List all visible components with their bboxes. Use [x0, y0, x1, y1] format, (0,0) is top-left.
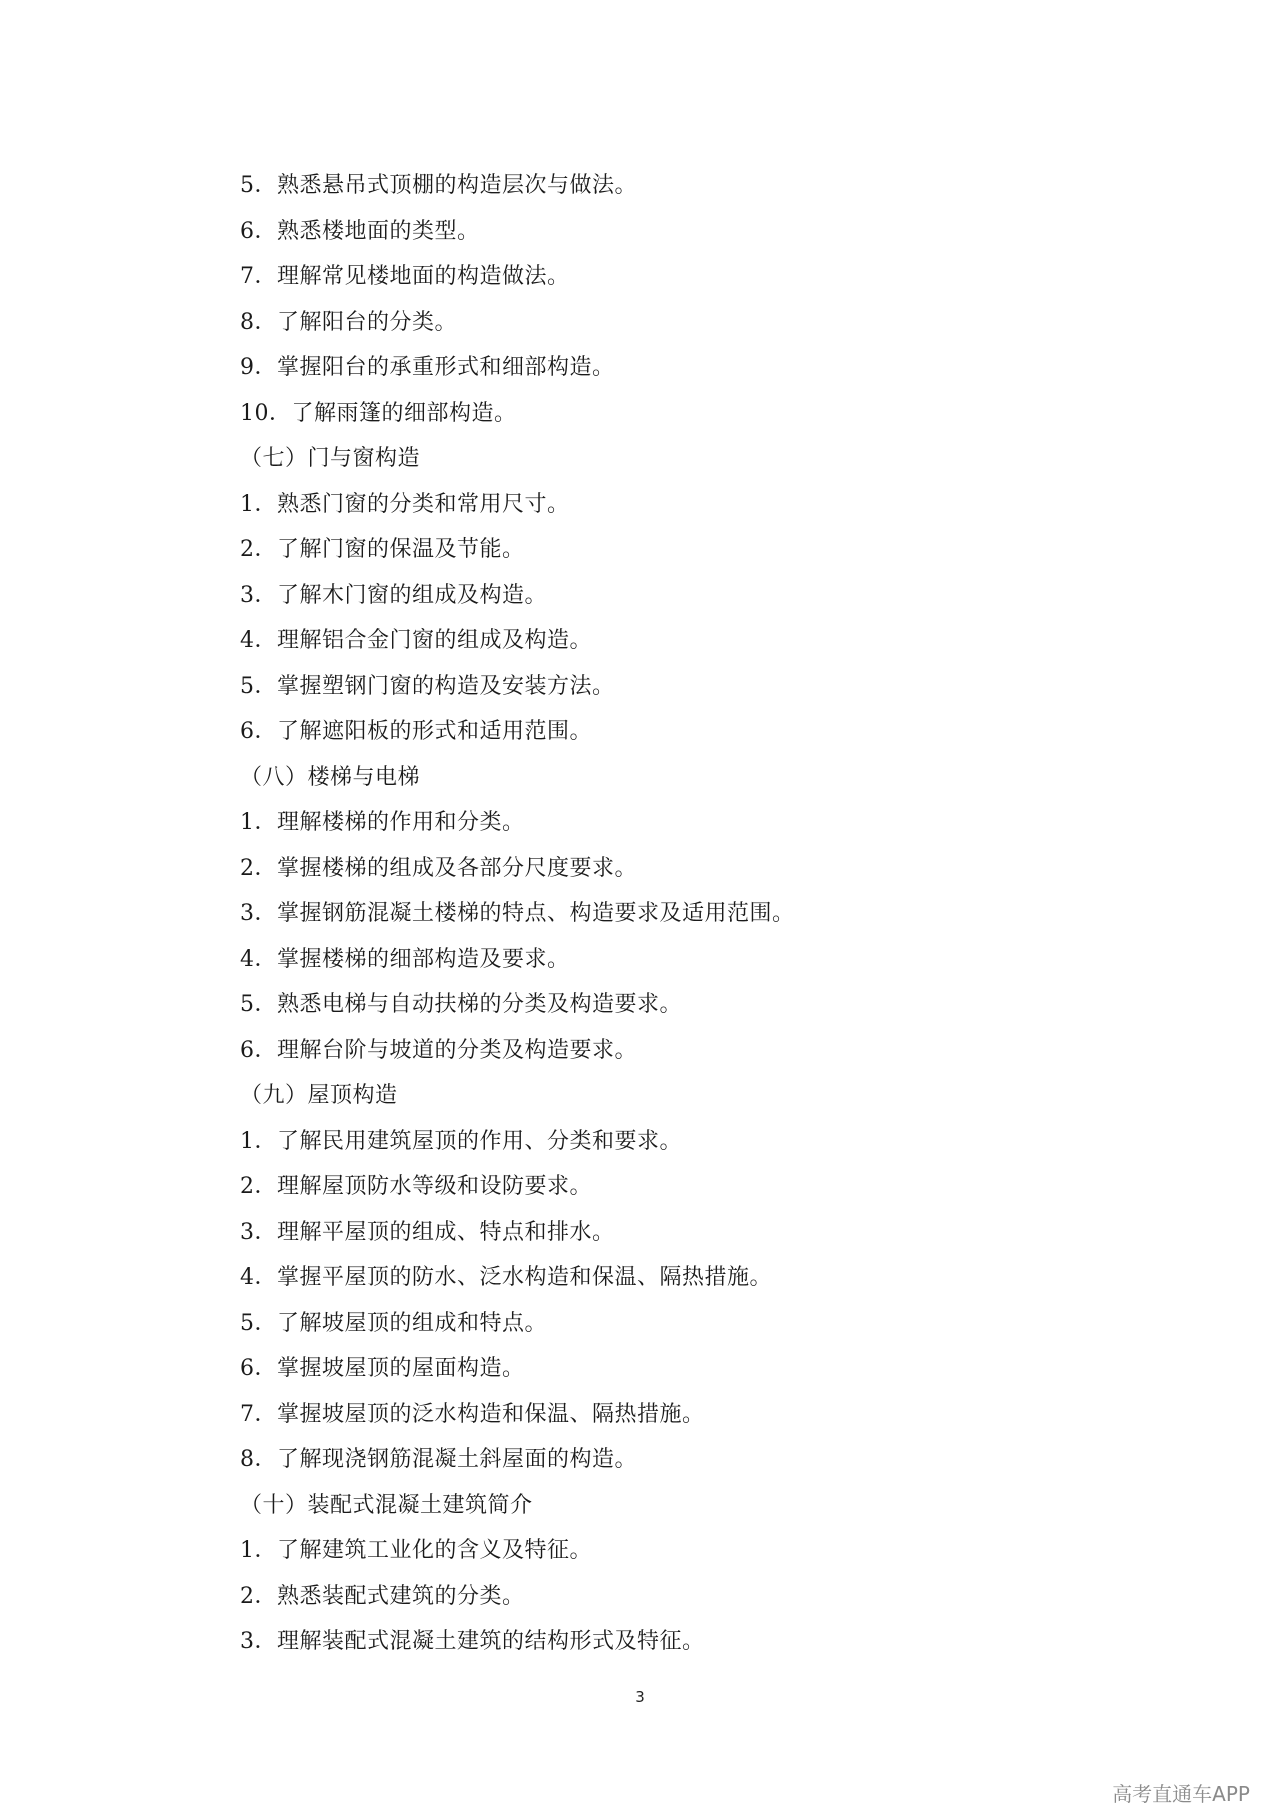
- list-item: 3．理解平屋顶的组成、特点和排水。: [240, 1219, 615, 1245]
- list-item: 4．掌握平屋顶的防水、泛水构造和保温、隔热措施。: [240, 1265, 772, 1290]
- list-item: 3．理解装配式混凝土建筑的结构形式及特征。: [240, 1629, 705, 1654]
- document-body: [240, 163, 1140, 1665]
- list-item: 5．了解坡屋顶的组成和特点。: [240, 1310, 547, 1336]
- list-item: 2．理解屋顶防水等级和设防要求。: [240, 1174, 592, 1199]
- list-item: 5．熟悉悬吊式顶棚的构造层次与做法。: [240, 173, 637, 198]
- page-number: 3: [635, 1688, 645, 1706]
- section-heading: （九）屋顶构造: [240, 1083, 398, 1108]
- list-item: 1．了解民用建筑屋顶的作用、分类和要求。: [240, 1128, 682, 1154]
- list-item: 1．熟悉门窗的分类和常用尺寸。: [240, 491, 570, 517]
- list-item: 4．掌握楼梯的细部构造及要求。: [240, 946, 570, 972]
- list-item: 4．理解铝合金门窗的组成及构造。: [240, 628, 592, 653]
- list-item: 1．理解楼梯的作用和分类。: [240, 810, 525, 835]
- list-item: 3．了解木门窗的组成及构造。: [240, 582, 547, 608]
- list-item: 6．掌握坡屋顶的屋面构造。: [240, 1356, 525, 1381]
- list-item: 10．了解雨篷的细部构造。: [240, 400, 517, 426]
- list-item: 8．了解阳台的分类。: [240, 309, 457, 335]
- list-item: 2．掌握楼梯的组成及各部分尺度要求。: [240, 855, 637, 881]
- list-item: 7．理解常见楼地面的构造做法。: [240, 264, 570, 289]
- list-item: 5．熟悉电梯与自动扶梯的分类及构造要求。: [240, 992, 682, 1017]
- list-item: 1．了解建筑工业化的含义及特征。: [240, 1538, 592, 1563]
- list-item: 2．了解门窗的保温及节能。: [240, 537, 525, 562]
- list-item: 6．了解遮阳板的形式和适用范围。: [240, 719, 592, 744]
- list-item: 3．掌握钢筋混凝土楼梯的特点、构造要求及适用范围。: [240, 901, 795, 926]
- section-heading: （七）门与窗构造: [240, 446, 421, 471]
- list-item: 9．掌握阳台的承重形式和细部构造。: [240, 355, 615, 380]
- list-item: 6．熟悉楼地面的类型。: [240, 218, 480, 244]
- list-item: 5．掌握塑钢门窗的构造及安装方法。: [240, 673, 615, 699]
- watermark: 高考直通车APP: [1112, 1782, 1250, 1806]
- list-item: 8．了解现浇钢筋混凝土斜屋面的构造。: [240, 1447, 637, 1472]
- section-heading: （八）楼梯与电梯: [240, 764, 421, 790]
- list-item: 2．熟悉装配式建筑的分类。: [240, 1583, 525, 1609]
- list-item: 7．掌握坡屋顶的泛水构造和保温、隔热措施。: [240, 1401, 705, 1427]
- list-item: 6．理解台阶与坡道的分类及构造要求。: [240, 1037, 637, 1063]
- section-heading: （十）装配式混凝土建筑简介: [240, 1492, 533, 1518]
